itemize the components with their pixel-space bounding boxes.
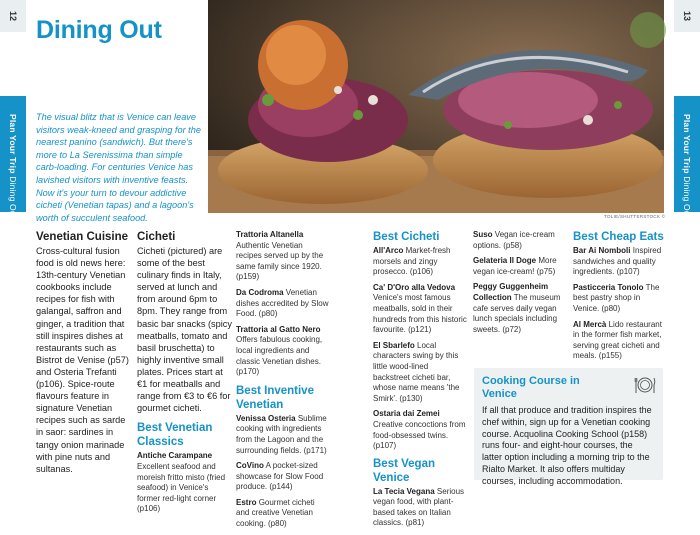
cicheti-illustration: [208, 0, 664, 213]
page-number-left: 12: [0, 0, 26, 32]
best-cheap-eats-section: [573, 230, 665, 367]
section-heading: Best Venetian Classics: [137, 422, 213, 449]
list-item: CoVino A pocket-sized showcase for Slow Food produce. (p144): [236, 461, 324, 492]
best-cicheti-section: [373, 230, 467, 534]
section-heading: Best Cicheti: [373, 231, 440, 243]
side-label-right: Plan Your Trip Dining Out: [682, 114, 692, 219]
list-item: Ostaria dai Zemei Creative concoctions from food-obsessed twins. (p107): [373, 409, 466, 451]
section-heading: Best Cheap Eats: [573, 231, 664, 243]
classics-inventive-section: [236, 230, 330, 535]
page-title: Dining Out: [36, 16, 162, 44]
cicheti-section: [137, 230, 232, 520]
vegan-continued-section: [473, 230, 565, 340]
list-item: Trattoria Altanella Authentic Venetian recipes served up by the same family since 1920. (p159): [236, 230, 324, 282]
venetian-cuisine-section: [36, 230, 132, 475]
plate-cutlery-icon: [634, 374, 656, 396]
list-item: Trattoria al Gatto Nero Offers fabulous cooking, local ingredients and classic Venetian dishes. (p170): [236, 324, 323, 377]
list-item: Peggy Guggenheim Collection The museum cafe serves daily vegan lunch specials including sweets. (p72): [473, 282, 561, 334]
section-heading: Venetian Cuisine: [36, 231, 129, 243]
list-item: Al Mercà Lido restaurant in the former fish market, serving great cicheti and meals. (p155): [573, 319, 662, 361]
cooking-course-box: [474, 368, 663, 486]
photo-credit: TOLIE/SHUTTERSTOCK ©: [604, 214, 666, 219]
intro-text: The visual blitz that is Venice can leave visitors weak-kneed and grasping for the nearest panino (sandwich). But there's more to La Serenissima than simple carb-loading. For centuries Venice has lavished visitors with inventive feasts. Now it's your turn to devour addictive cicheti (Venetian tapas) and a lagoon's worth of succulent seafood.: [36, 112, 201, 223]
list-item: Suso Vegan ice-cream options. (p58): [473, 230, 555, 250]
page-number-right: 13: [674, 0, 700, 32]
section-body: Cross-cultural fusion food is old news here: 13th-century Venetian cookbooks include recipes for fish with galangal, saffron and ginger, a tradition that still inspires dishes at restaurants such as Bistrot de Venise (p57) and Osteria Trefanti (p106). Spice-route flavours feature in signature Venetian recipes such as sarde in saor: sardines in tangy onion marinade with pine nuts and sultanas.: [36, 246, 129, 474]
list-item: All'Arco Market-fresh morsels and zingy prosecco. (p106): [373, 246, 451, 277]
section-heading: Best Vegan Venice: [373, 457, 435, 484]
list-item: Antiche Carampane Excellent seafood and moreish fritto misto (fried seafood) in Venice's former red-light corner (p106): [137, 451, 226, 514]
section-heading: Cicheti: [137, 231, 176, 243]
side-label-left: Plan Your Trip Dining Out: [8, 114, 18, 219]
section-heading: Best Inventive Venetian: [236, 384, 314, 411]
list-item: Gelateria Il Doge More vegan ice-cream! (p75): [473, 256, 557, 276]
list-item: Bar Ai Nomboli Inspired sandwiches and quality ingredients. (p107): [573, 246, 662, 277]
cicheti-photo: [208, 0, 664, 213]
list-item: Da Codroma Venetian dishes accredited by Slow Food. (p80): [236, 287, 329, 319]
list-item: El Sbarlefo Local characters swing by this little wood-lined backstreet cicheti bar, whose name means 'the Smirk'. (p130): [373, 340, 460, 403]
list-item: Estro Gourmet cicheti and creative Venetian cooking. (p80): [236, 497, 315, 529]
box-text: If all that produce and tradition inspires the chef within, sign up for a Venetian cooking course. Acquolina Cooking School (p158) runs four- and eight-hour courses, the latter option including a morning trip to the Rialto Market. It also offers multiday courses, including accommodation.: [482, 405, 652, 486]
list-item: Pasticceria Tonolo The best pastry shop in Venice. (p80): [573, 282, 660, 313]
box-title: Cooking Course in Venice: [482, 375, 580, 400]
list-item: La Tecia Vegana Serious vegan food, with plant-based takes on Italian classics. (p81): [373, 486, 465, 528]
list-item: Ca' D'Oro alla Vedova Venice's most famous meatballs, sold in their hundreds from this historic favourite. (p121): [373, 282, 467, 335]
section-body: Cicheti (pictured) are some of the best culinary finds in Italy, served at lunch and from around 6pm to 8pm. They range from basic bar snacks (spicy meatballs, tomato and basil bruschetta) to highly inventive small plates. Prices start at €1 for meatballs and range from €3 to €6 for gourmet cicheti.: [137, 246, 232, 414]
list-item: Venissa Osteria Sublime cooking with ingredients from the Lagoon and the surrounding fields. (p171): [236, 413, 327, 455]
